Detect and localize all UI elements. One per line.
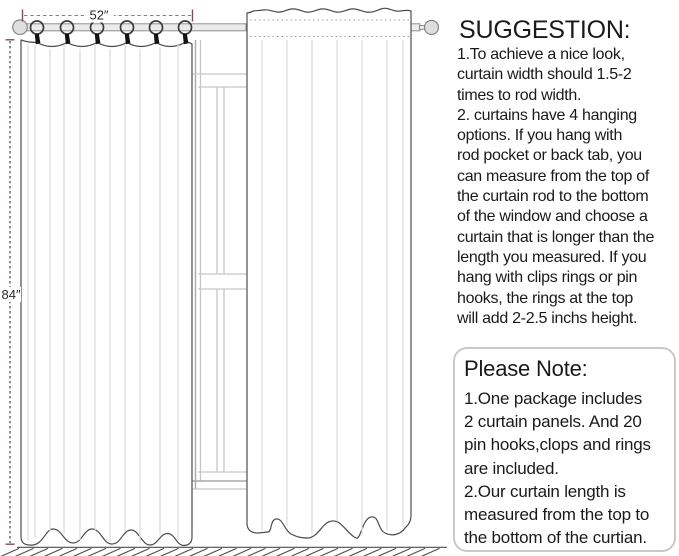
suggestion-line: can measure from the top of bbox=[457, 167, 650, 185]
note-box bbox=[453, 347, 676, 552]
note-text bbox=[464, 387, 674, 549]
note-line: are included. bbox=[464, 458, 559, 478]
ring-clips bbox=[35, 34, 189, 45]
suggestion-line: will add 2-2.5 inchs height. bbox=[457, 309, 638, 327]
suggestion-line: curtain width should 1.5-2 bbox=[457, 66, 632, 84]
suggestion-line: 1.To achieve a nice look, bbox=[457, 46, 625, 63]
info-panel bbox=[453, 0, 679, 556]
width-dimension-label: 52″ bbox=[89, 7, 109, 23]
right-finial bbox=[425, 20, 439, 34]
floor bbox=[0, 547, 447, 556]
suggestion-line: curtain that is longer than the bbox=[457, 228, 655, 246]
note-line: 2 curtain panels. And 20 bbox=[464, 412, 642, 432]
note-line: 2.Our curtain length is bbox=[464, 481, 626, 501]
left-finial bbox=[13, 20, 28, 35]
suggestion-line: length you measured. If you bbox=[457, 248, 647, 266]
height-dimension-label: 84″ bbox=[1, 287, 21, 302]
note-line: the bottom of the curtian. bbox=[464, 528, 647, 548]
suggestion-line: hang with clips rings or pin bbox=[457, 269, 638, 287]
suggestion-line: options. If you hang with bbox=[457, 127, 623, 145]
note-line: measured from the top to bbox=[464, 505, 650, 525]
suggestion-line: of the window and choose a bbox=[457, 208, 648, 226]
note-line: pin hooks,clops and rings bbox=[464, 435, 651, 455]
window-frame bbox=[189, 40, 253, 489]
suggestion-line: hooks, the rings at the top bbox=[457, 289, 634, 307]
floor-hatching bbox=[0, 548, 440, 556]
left-curtain-panel bbox=[21, 40, 192, 546]
suggestion-line: times to rod width. bbox=[457, 86, 582, 104]
suggestion-text bbox=[457, 45, 654, 329]
suggestion-title: SUGGESTION: bbox=[459, 16, 631, 44]
note-title: Please Note: bbox=[464, 356, 588, 381]
note-line: 1.One package includes bbox=[464, 389, 643, 408]
suggestion-line: the curtain rod to the bottom bbox=[457, 188, 649, 206]
right-curtain-panel bbox=[247, 8, 411, 538]
height-dimension bbox=[0, 40, 21, 544]
width-dimension bbox=[23, 8, 193, 23]
suggestion-line: rod pocket or back tab, you bbox=[457, 147, 642, 165]
suggestion-line: 2. curtains have 4 hanging bbox=[457, 106, 637, 124]
